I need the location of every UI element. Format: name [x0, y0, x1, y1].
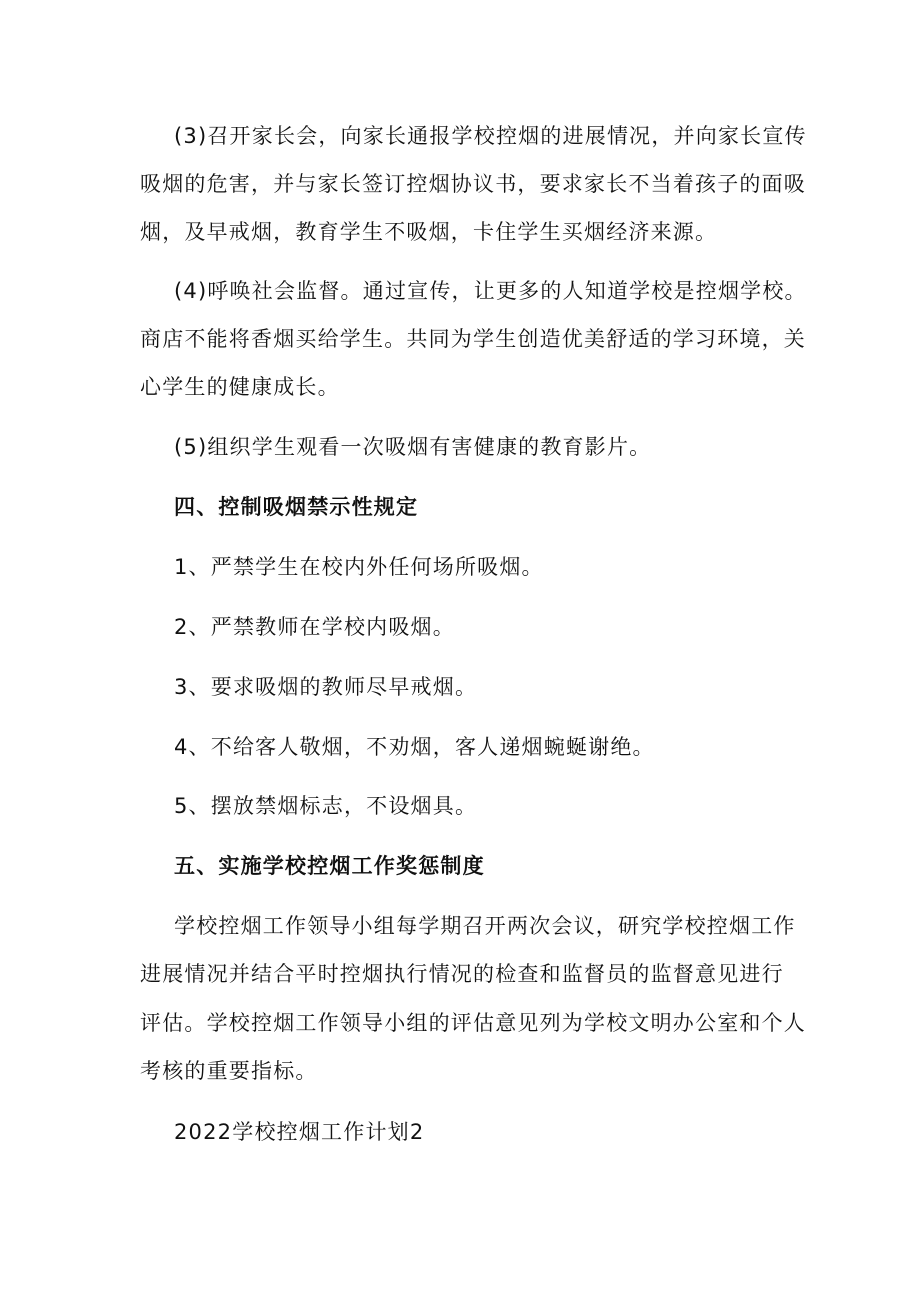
section5-line3: 评估。学校控烟工作领导小组的评估意见列为学校文明办公室和个人 [140, 1011, 806, 1035]
rule-item: 2、严禁教师在学校内吸烟。 [174, 615, 455, 639]
section5-line1: 学校控烟工作领导小组每学期召开两次会议，研究学校控烟工作 [174, 914, 796, 938]
para3-line3: 烟，及早戒烟，教育学生不吸烟，卡住学生买烟经济来源。 [140, 220, 718, 244]
rule-item: 3、要求吸烟的教师尽早戒烟。 [174, 675, 478, 699]
section5-line4: 考核的重要指标。 [140, 1059, 318, 1083]
section5-heading: 五、实施学校控烟工作奖惩制度 [174, 854, 485, 878]
section5-line2: 进展情况并结合平时控烟执行情况的检查和监督员的监督意见进行 [140, 962, 784, 986]
para4-line3: 心学生的健康成长。 [140, 375, 340, 399]
para4-line2: 商店不能将香烟买给学生。共同为学生创造优美舒适的学习环境，关 [140, 327, 806, 351]
para3-line2: 吸烟的危害，并与家长签订控烟协议书，要求家长不当着孩子的面吸 [140, 172, 806, 196]
rule-item: 1、严禁学生在校内外任何场所吸烟。 [174, 555, 544, 579]
next-plan-title: 2022学校控烟工作计划2 [174, 1120, 425, 1144]
rule-item: 5、摆放禁烟标志，不设烟具。 [174, 794, 478, 818]
para4-line1: (4)呼唤社会监督。通过宣传，让更多的人知道学校是控烟学校。 [174, 279, 807, 303]
rule-item: 4、不给客人敬烟，不劝烟，客人递烟蜿蜒谢绝。 [174, 735, 655, 759]
section4-heading: 四、控制吸烟禁示性规定 [174, 495, 419, 519]
para3-line1: (3)召开家长会，向家长通报学校控烟的进展情况，并向家长宣传 [174, 124, 807, 148]
para5: (5)组织学生观看一次吸烟有害健康的教育影片。 [174, 435, 652, 459]
